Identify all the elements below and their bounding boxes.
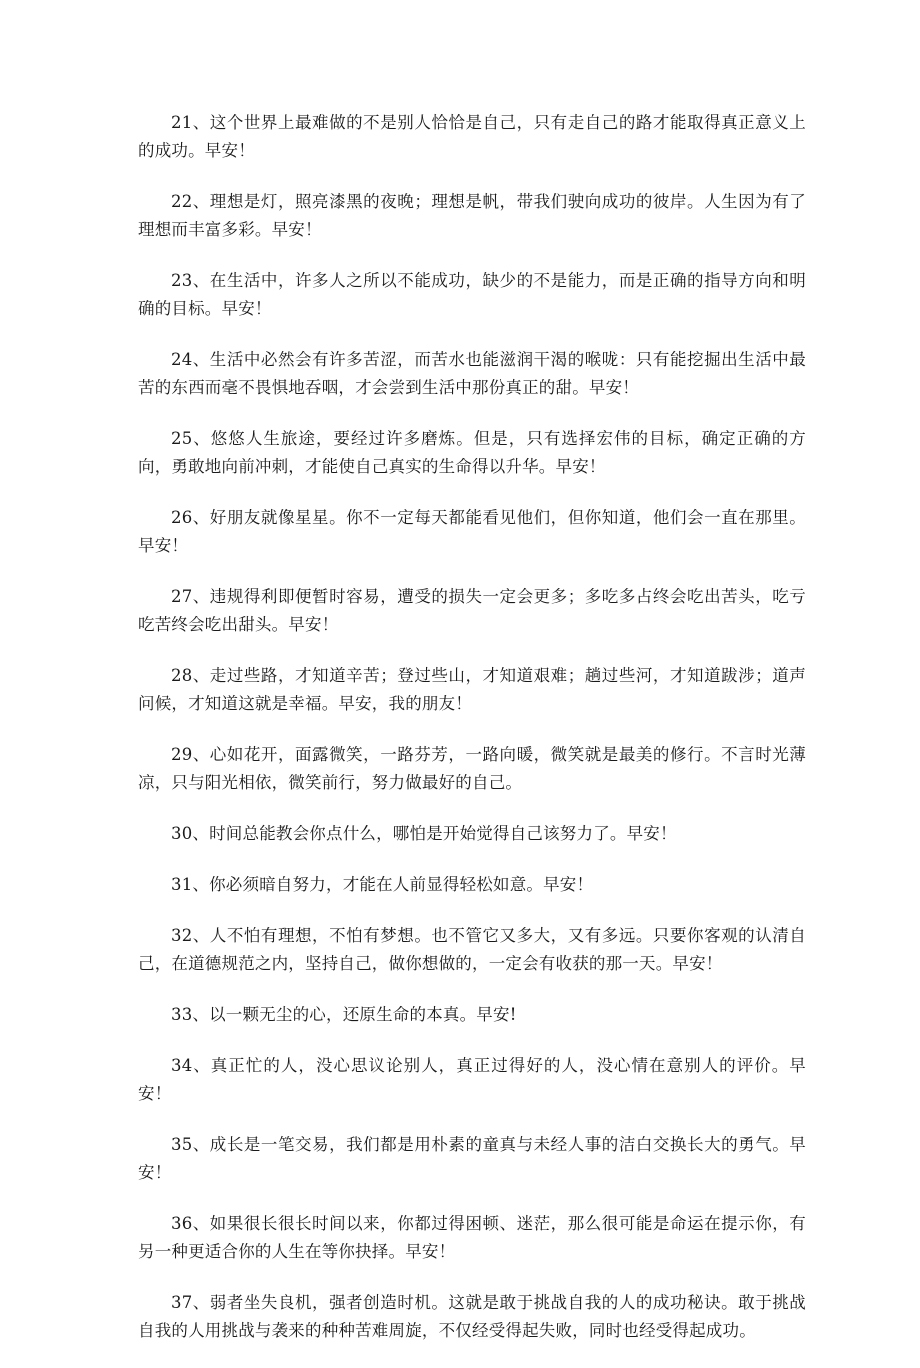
paragraph-26: 26、好朋友就像星星。你不一定每天都能看见他们，但你知道，他们会一直在那里。早安！ [138, 508, 806, 555]
paragraph-31: 31、你必须暗自努力，才能在人前显得轻松如意。早安！ [171, 875, 594, 894]
paragraph-21: 21、这个世界上最难做的不是别人恰恰是自己，只有走自己的路才能取得真正意义上的成功。早安！ [138, 113, 806, 160]
paragraph-29: 29、心如花开，面露微笑，一路芬芳，一路向暖，微笑就是最美的修行。不言时光薄凉，只与阳光相依，微笑前行，努力做最好的自己。 [138, 745, 806, 792]
paragraph-37: 37、弱者坐失良机，强者创造时机。这就是敢于挑战自我的人的成功秘诀。敢于挑战自我的人用挑战与袭来的种种苦难周旋，不仅经受得起失败，同时也经受得起成功。 [138, 1293, 806, 1340]
paragraph-23: 23、在生活中，许多人之所以不能成功，缺少的不是能力，而是正确的指导方向和明确的目标。早安！ [138, 271, 806, 318]
document-body [138, 109, 806, 1368]
paragraph-28: 28、走过些路，才知道辛苦；登过些山，才知道艰难；趟过些河，才知道跋涉；道声问候，才知道这就是幸福。早安，我的朋友！ [138, 666, 806, 713]
paragraph-27: 27、违规得利即便暂时容易，遭受的损失一定会更多；多吃多占终会吃出苦头，吃亏吃苦终会吃出甜头。早安！ [138, 587, 806, 634]
paragraph-33: 33、以一颗无尘的心，还原生命的本真。早安! [171, 1005, 517, 1024]
paragraph-35: 35、成长是一笔交易，我们都是用朴素的童真与未经人事的洁白交换长大的勇气。早安！ [138, 1135, 806, 1182]
paragraph-25: 25、悠悠人生旅途，要经过许多磨炼。但是，只有选择宏伟的目标，确定正确的方向，勇敢地向前冲刺，才能使自己真实的生命得以升华。早安！ [138, 429, 806, 476]
paragraph-30: 30、时间总能教会你点什么，哪怕是开始觉得自己该努力了。早安！ [171, 824, 677, 843]
paragraph-32: 32、人不怕有理想，不怕有梦想。也不管它又多大，又有多远。只要你客观的认清自己，在道德规范之内，坚持自己，做你想做的，一定会有收获的那一天。早安！ [138, 926, 806, 973]
paragraph-34: 34、真正忙的人，没心思议论别人，真正过得好的人，没心情在意别人的评价。早安！ [138, 1056, 806, 1103]
paragraph-36: 36、如果很长很长时间以来，你都过得困顿、迷茫，那么很可能是命运在提示你，有另一种更适合你的人生在等你抉择。早安！ [138, 1214, 806, 1261]
paragraph-22: 22、理想是灯，照亮漆黑的夜晚；理想是帆，带我们驶向成功的彼岸。人生因为有了理想而丰富多彩。早安！ [138, 192, 806, 239]
paragraph-24: 24、生活中必然会有许多苦涩，而苦水也能滋润干渴的喉咙：只有能挖掘出生活中最苦的东西而毫不畏惧地吞咽，才会尝到生活中那份真正的甜。早安！ [138, 350, 806, 397]
